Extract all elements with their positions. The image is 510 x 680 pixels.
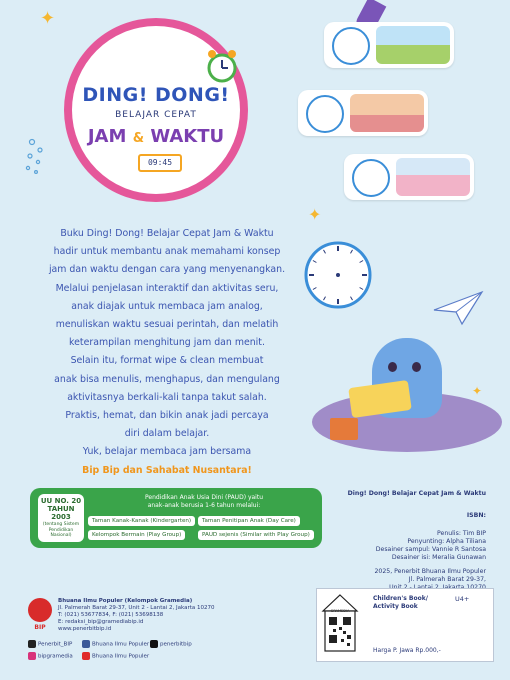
x-icon xyxy=(28,640,36,648)
clock-icon xyxy=(352,159,390,197)
preview-illustration xyxy=(396,158,470,196)
paud-item: Kelompok Bermain (Play Group) xyxy=(88,530,185,540)
law-badge: UU NO. 20 TAHUN 2003 (tentang Sistem Pendidikan Nasional) xyxy=(38,494,84,542)
book-title-small: Ding! Dong! Belajar Cepat Jam & Waktu xyxy=(347,490,486,497)
paud-info-box xyxy=(30,488,322,548)
bip-logo-text: BIP xyxy=(34,624,46,631)
age-rating: U4+ xyxy=(455,595,470,603)
price-label: Harga P. Jawa Rp.000,- xyxy=(373,647,441,654)
barcode-box xyxy=(316,588,494,662)
description-line: Praktis, hemat, dan bikin anak jadi percaya xyxy=(65,410,269,422)
preview-page-2 xyxy=(298,90,428,136)
preview-page-3 xyxy=(344,154,474,200)
description-line: Selain itu, format wipe & clean membuat xyxy=(70,355,264,367)
clock-icon xyxy=(332,27,370,65)
social-instagram[interactable]: bipgramedia xyxy=(28,652,73,661)
instagram-icon xyxy=(28,652,36,660)
description-line: Buku Ding! Dong! Belajar Cepat Jam & Waktu xyxy=(60,228,274,239)
description-line: aktivitasnya berkali-kali tanpa takut salah. xyxy=(67,391,267,403)
description-line: diri dalam belajar. xyxy=(124,428,210,440)
title-line-2: BELAJAR CEPAT xyxy=(115,110,197,120)
youtube-icon xyxy=(82,652,90,660)
mascot-eye xyxy=(412,362,421,372)
tiktok-icon xyxy=(150,640,158,648)
paper-plane-icon xyxy=(432,290,484,326)
mascot-eye xyxy=(388,362,397,372)
title-badge xyxy=(64,18,248,202)
social-youtube[interactable]: Bhuana Ilmu Populer xyxy=(82,652,149,661)
description-line: Melalui penjelasan interaktif dan aktivitas seru, xyxy=(55,282,279,294)
description-line: hadir untuk membantu anak memahami konsep xyxy=(53,246,281,258)
bip-logo xyxy=(28,598,52,622)
bubbles-icon xyxy=(24,136,48,176)
paud-heading: Pendidikan Anak Usia Dini (PAUD) yaitu anak-anak berusia 1-6 tahun melalui: xyxy=(145,494,263,509)
sparkle-icon: ✦ xyxy=(308,205,322,224)
wall-clock-icon xyxy=(303,240,373,310)
sparkle-icon: ✦ xyxy=(40,8,56,29)
sparkle-icon: ✦ xyxy=(472,384,483,398)
preview-illustration xyxy=(376,26,450,64)
description-line: Yuk, belajar membaca jam bersama xyxy=(82,446,252,458)
alarm-clock-icon xyxy=(204,48,240,84)
description-line: anak bisa menulis, menghapus, dan mengulang xyxy=(54,373,280,385)
facebook-icon xyxy=(82,640,90,648)
paud-item: Taman Penitipan Anak (Day Care) xyxy=(198,516,300,526)
social-x[interactable]: Penerbit_BIP xyxy=(28,640,72,649)
description-line: keterampilan menghitung jam dan menit. xyxy=(69,337,265,349)
paud-item: PAUD sejenis (Similar with Play Group) xyxy=(198,530,314,540)
description-line: jam dan waktu dengan cara yang menyenangkan. xyxy=(48,264,286,276)
social-tiktok[interactable]: penerbitbip xyxy=(150,640,192,649)
house-label: GRAMEDIA xyxy=(330,609,350,613)
book-category: Children's Book/ Activity Book xyxy=(373,595,428,610)
description-line: anak diajak untuk membaca jam analog, xyxy=(71,300,263,312)
paud-item: Taman Kanak-Kanak (Kindergarten) xyxy=(88,516,195,526)
description-closing: Bip Bip dan Sahabat Nusantara! xyxy=(82,464,252,476)
preview-illustration xyxy=(350,94,424,132)
social-facebook[interactable]: Bhuana Ilmu Populer xyxy=(82,640,149,649)
copyright: 2025, Penerbit Bhuana Ilmu Populer Jl. Palmerah Barat 29-37, xyxy=(374,568,486,583)
publisher-info: Bhuana Ilmu Populer (Kelompok Gramedia) Jl. Palmerah Barat 29-37, Unit 2 - Lantai 2, Jakarta 10270 T: (021) 53677834, F: (021) 53698138 E: redaksi_bip@gramediabip.id www.penerbitbip.id xyxy=(58,598,215,632)
clock-icon xyxy=(306,95,344,133)
books-stack-illustration xyxy=(330,418,358,440)
credits: Penulis: Tim BIP Penyunting: Alpha Tiliana Desainer sampul: Vannie R Santosa Desainer isi: Meralia Gunawan xyxy=(375,530,486,561)
digital-clock: 09:45 xyxy=(138,154,182,172)
title-line-1: DING! DONG! xyxy=(82,84,230,106)
isbn-label: ISBN: xyxy=(466,512,486,519)
description-line: menuliskan waktu sesuai perintah, dan melatih xyxy=(55,319,279,331)
preview-page-1 xyxy=(324,22,454,68)
title-line-3: JAM & WAKTU xyxy=(87,126,225,147)
description-text xyxy=(32,225,302,480)
qr-house-icon xyxy=(321,593,359,657)
